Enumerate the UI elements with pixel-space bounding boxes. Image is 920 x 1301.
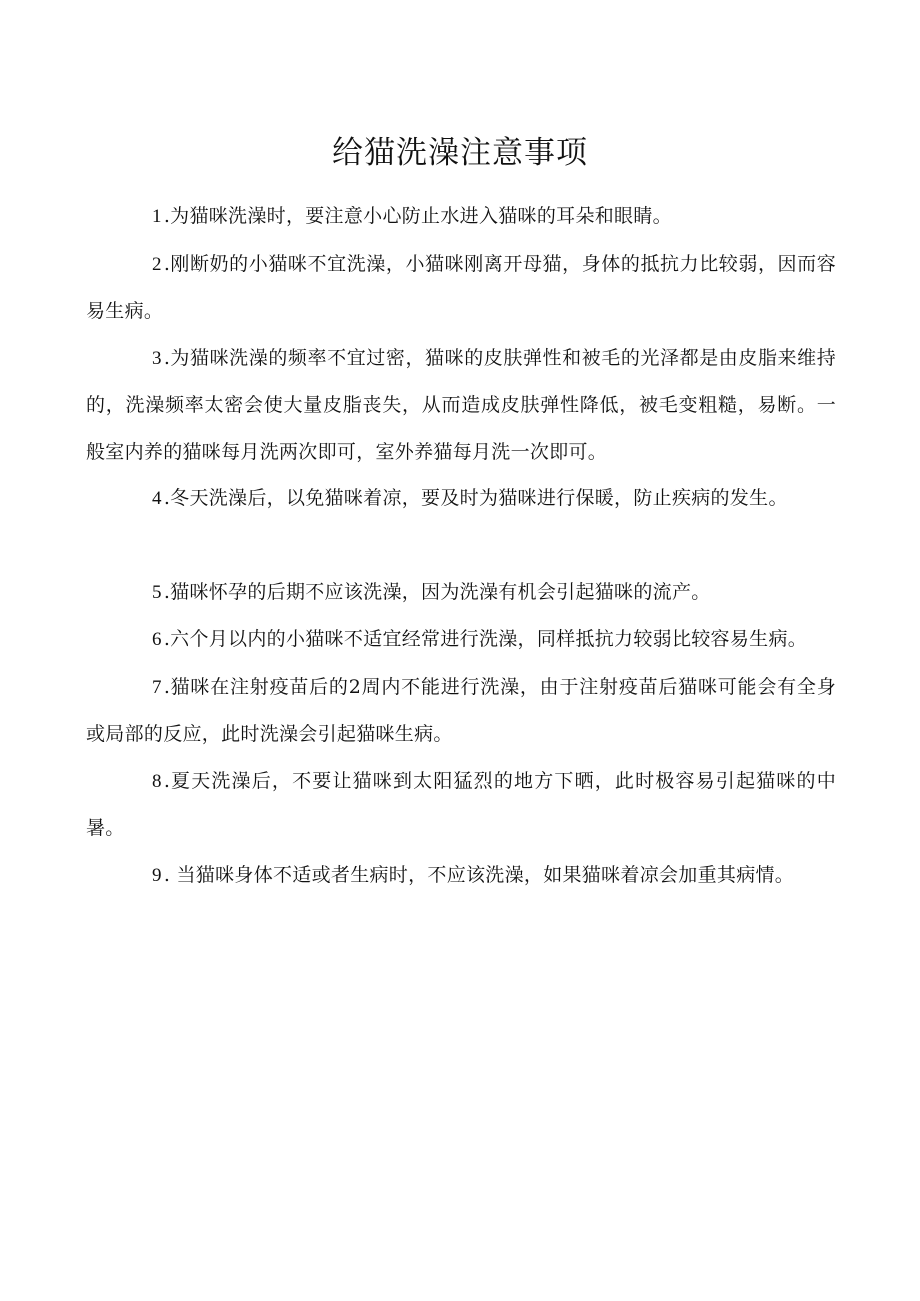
list-item-9 [86, 852, 836, 900]
item-number: 6 [152, 629, 162, 650]
item-text: .猫咪怀孕的后期不应该洗澡，因为洗澡有机会引起猫咪的流产。 [163, 580, 711, 603]
item-text: .猫咪在注射疫苗后的2周内不能进行洗澡，由于注射疫苗后猫咪可能会有全身或局部的反应，此时洗澡会引起猫咪生病。 [86, 675, 836, 745]
document-body [86, 193, 836, 899]
item-number: 3 [152, 347, 162, 369]
item-number: 1 [152, 206, 162, 227]
item-text: . 当猫咪身体不适或者生病时，不应该洗澡，如果猫咪着凉会加重其病情。 [163, 863, 795, 886]
list-item-2 [86, 241, 836, 335]
item-text: .夏天洗澡后，不要让猫咪到太阳猛烈的地方下晒，此时极容易引起猫咪的中暑。 [86, 769, 836, 839]
item-number: 9 [152, 864, 162, 886]
item-text: .冬天洗澡后，以免猫咪着凉，要及时为猫咪进行保暖，防止疾病的发生。 [163, 487, 788, 509]
item-number: 5 [152, 581, 162, 603]
item-text: .六个月以内的小猫咪不适宜经常进行洗澡，同样抵抗力较弱比较容易生病。 [163, 628, 808, 650]
list-item-1 [86, 193, 836, 241]
page-title: 给猫洗澡注意事项 [332, 135, 588, 171]
list-item-8 [86, 758, 836, 852]
list-item-6 [86, 616, 836, 664]
item-number: 2 [152, 253, 162, 275]
item-text: .为猫咪洗澡的频率不宜过密，猫咪的皮肤弹性和被毛的光泽都是由皮脂来维持的，洗澡频率太密会使大量皮脂丧失，从而造成皮肤弹性降低，被毛变粗糙，易断。一般室内养的猫咪每月洗两次即可，室外养猫每月洗一次即可。 [86, 346, 836, 463]
list-item-3 [86, 335, 836, 476]
list-item-7 [86, 664, 836, 758]
item-text: .为猫咪洗澡时，要注意小心防止水进入猫咪的耳朵和眼睛。 [163, 205, 672, 227]
list-item-5 [86, 569, 836, 617]
item-number: 7 [152, 676, 162, 698]
item-number: 4 [152, 488, 162, 509]
list-item-4 [86, 475, 836, 523]
item-number: 8 [152, 770, 162, 792]
item-text: .刚断奶的小猫咪不宜洗澡，小猫咪刚离开母猫，身体的抵抗力比较弱，因而容易生病。 [86, 252, 836, 322]
paragraph-gap [86, 523, 836, 569]
